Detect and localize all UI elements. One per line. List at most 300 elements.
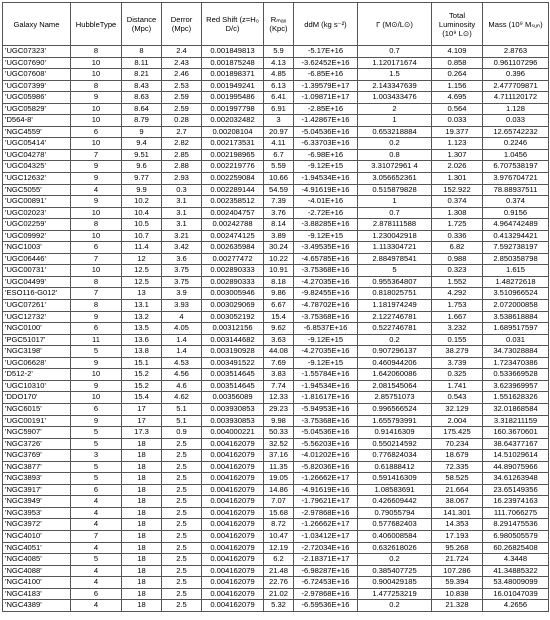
cell-hubble-type: 7 — [71, 149, 122, 161]
cell-ddm: -9.12E+15 — [294, 230, 358, 242]
cell-red-shift: 0.00242788 — [202, 219, 264, 231]
cell-derror: 4.6 — [162, 380, 202, 392]
cell-hubble-type: 8 — [71, 300, 122, 312]
cell-gamma: 0.2 — [358, 600, 432, 612]
cell-rmax: 6.91 — [264, 103, 294, 115]
cell-galaxy-name: 'NGC3953' — [3, 507, 71, 519]
cell-ddm: -9.12E+15 — [294, 161, 358, 173]
cell-hubble-type: 10 — [71, 103, 122, 115]
cell-mass: 0.396 — [483, 69, 549, 81]
cell-galaxy-name: 'UGC00191' — [3, 415, 71, 427]
cell-gamma: 3.31072961 4 — [358, 161, 432, 173]
cell-total-luminosity: 38.067 — [432, 496, 483, 508]
table-row — [3, 115, 549, 127]
cell-rmax: 22.76 — [264, 577, 294, 589]
cell-total-luminosity: 70.234 — [432, 438, 483, 450]
header-mass: Mass (10⁹ Mₛᵤₙ) — [483, 3, 549, 46]
cell-rmax: 14.86 — [264, 484, 294, 496]
cell-gamma: 0.406008584 — [358, 530, 432, 542]
cell-distance: 8.21 — [122, 69, 162, 81]
cell-rmax: 19.05 — [264, 473, 294, 485]
cell-total-luminosity: 1.725 — [432, 219, 483, 231]
cell-gamma: 1.5 — [358, 69, 432, 81]
cell-hubble-type: 6 — [71, 126, 122, 138]
cell-distance: 9.51 — [122, 149, 162, 161]
cell-red-shift: 0.002635984 — [202, 242, 264, 254]
cell-mass: 0.9156 — [483, 207, 549, 219]
cell-galaxy-name: 'NGC6015' — [3, 403, 71, 415]
cell-red-shift: 0.001875248 — [202, 57, 264, 69]
cell-galaxy-name: 'UGC04325' — [3, 161, 71, 173]
cell-red-shift: 0.002219776 — [202, 161, 264, 173]
cell-gamma: 2.122746781 — [358, 311, 432, 323]
cell-rmax: 50.33 — [264, 427, 294, 439]
cell-rmax: 5.32 — [264, 600, 294, 612]
cell-rmax: 20.97 — [264, 126, 294, 138]
cell-rmax: 7.39 — [264, 196, 294, 208]
cell-galaxy-name: 'UGC06628' — [3, 357, 71, 369]
cell-gamma: 0.653218884 — [358, 126, 432, 138]
cell-hubble-type: 4 — [71, 600, 122, 612]
cell-hubble-type: 5 — [71, 346, 122, 358]
cell-mass: 2.477709871 — [483, 80, 549, 92]
cell-distance: 18 — [122, 484, 162, 496]
cell-total-luminosity: 19.377 — [432, 126, 483, 138]
cell-total-luminosity: 141.301 — [432, 507, 483, 519]
cell-gamma: 0.515879828 — [358, 184, 432, 196]
cell-gamma: 0.955364807 — [358, 276, 432, 288]
table-row — [3, 380, 549, 392]
cell-red-shift: 0.003930853 — [202, 415, 264, 427]
header-rmax: Rₘₐₓ (Kpc) — [264, 3, 294, 46]
cell-gamma: 0.2 — [358, 554, 432, 566]
cell-ddm: -2.72E+16 — [294, 207, 358, 219]
cell-ddm: -3.75368E+16 — [294, 415, 358, 427]
cell-derror: 2.7 — [162, 126, 202, 138]
table-row — [3, 369, 549, 381]
table-row — [3, 496, 549, 508]
cell-total-luminosity: 10.838 — [432, 588, 483, 600]
galaxy-data-table — [2, 2, 549, 612]
cell-rmax: 3 — [264, 115, 294, 127]
cell-galaxy-name: 'NGC3198' — [3, 346, 71, 358]
cell-galaxy-name: 'NGC4088' — [3, 565, 71, 577]
table-row — [3, 276, 549, 288]
cell-derror: 2.5 — [162, 519, 202, 531]
cell-distance: 18 — [122, 600, 162, 612]
cell-ddm: -4.65785E+16 — [294, 253, 358, 265]
cell-distance: 15.2 — [122, 380, 162, 392]
cell-ddm: -1.81617E+16 — [294, 392, 358, 404]
cell-mass: 2.072000858 — [483, 300, 549, 312]
cell-red-shift: 0.00312156 — [202, 323, 264, 335]
cell-derror: 4.56 — [162, 369, 202, 381]
cell-hubble-type: 7 — [71, 288, 122, 300]
cell-hubble-type: 7 — [71, 530, 122, 542]
cell-ddm: -6.98E+16 — [294, 149, 358, 161]
table-row — [3, 219, 549, 231]
cell-derror: 2.5 — [162, 473, 202, 485]
cell-ddm: -1.94534E+16 — [294, 173, 358, 185]
cell-mass: 1.615 — [483, 265, 549, 277]
cell-total-luminosity: 0.323 — [432, 265, 483, 277]
table-row — [3, 57, 549, 69]
cell-hubble-type: 8 — [71, 80, 122, 92]
cell-total-luminosity: 2.026 — [432, 161, 483, 173]
cell-distance: 10.2 — [122, 196, 162, 208]
cell-total-luminosity: 58.525 — [432, 473, 483, 485]
cell-derror: 2.85 — [162, 149, 202, 161]
cell-distance: 18 — [122, 588, 162, 600]
cell-rmax: 10.91 — [264, 265, 294, 277]
cell-galaxy-name: 'UGC07399' — [3, 80, 71, 92]
table-body — [3, 46, 549, 612]
cell-rmax: 6.13 — [264, 80, 294, 92]
cell-galaxy-name: 'UGC05414' — [3, 138, 71, 150]
cell-derror: 3.42 — [162, 242, 202, 254]
cell-red-shift: 0.004162079 — [202, 484, 264, 496]
cell-rmax: 3.76 — [264, 207, 294, 219]
table-row — [3, 542, 549, 554]
cell-mass: 160.3670601 — [483, 427, 549, 439]
cell-rmax: 44.08 — [264, 346, 294, 358]
cell-total-luminosity: 1.741 — [432, 380, 483, 392]
cell-galaxy-name: 'UGC12732' — [3, 311, 71, 323]
cell-gamma: 0.460944206 — [358, 357, 432, 369]
cell-distance: 8.63 — [122, 92, 162, 104]
header-gamma: Γ (M⊙/L⊙) — [358, 3, 432, 46]
cell-hubble-type: 10 — [71, 207, 122, 219]
cell-hubble-type: 3 — [71, 450, 122, 462]
cell-mass: 8.291475536 — [483, 519, 549, 531]
cell-rmax: 4.11 — [264, 138, 294, 150]
cell-gamma: 1.655793991 — [358, 415, 432, 427]
cell-red-shift: 0.004162079 — [202, 554, 264, 566]
cell-gamma: 2.884978541 — [358, 253, 432, 265]
cell-gamma: 0.8 — [358, 149, 432, 161]
cell-distance: 15.4 — [122, 392, 162, 404]
cell-galaxy-name: 'D564-8' — [3, 115, 71, 127]
cell-hubble-type: 5 — [71, 438, 122, 450]
cell-distance: 18 — [122, 507, 162, 519]
cell-galaxy-name: 'NGC4010' — [3, 530, 71, 542]
cell-derror: 3.1 — [162, 207, 202, 219]
cell-mass: 0.033 — [483, 115, 549, 127]
cell-total-luminosity: 17.193 — [432, 530, 483, 542]
cell-derror: 3.1 — [162, 219, 202, 231]
cell-rmax: 10.22 — [264, 253, 294, 265]
table-row — [3, 577, 549, 589]
cell-derror: 2.5 — [162, 588, 202, 600]
cell-derror: 2.88 — [162, 161, 202, 173]
cell-ddm: -3.49535E+16 — [294, 242, 358, 254]
cell-total-luminosity: 0.374 — [432, 196, 483, 208]
cell-derror: 2.5 — [162, 507, 202, 519]
header-red-shift: Red Shift (z=H₀ D/c) — [202, 3, 264, 46]
table-row — [3, 530, 549, 542]
cell-red-shift: 0.00277472 — [202, 253, 264, 265]
cell-ddm: -1.39579E+17 — [294, 80, 358, 92]
cell-rmax: 7.69 — [264, 357, 294, 369]
cell-ddm: -4.01202E+16 — [294, 450, 358, 462]
cell-galaxy-name: 'UGC09992' — [3, 230, 71, 242]
cell-distance: 18 — [122, 461, 162, 473]
cell-red-shift: 0.001849813 — [202, 46, 264, 58]
cell-derror: 0.28 — [162, 115, 202, 127]
table-row — [3, 103, 549, 115]
cell-hubble-type: 10 — [71, 115, 122, 127]
cell-galaxy-name: 'UGC02259' — [3, 219, 71, 231]
cell-red-shift: 0.002890333 — [202, 276, 264, 288]
cell-galaxy-name: 'NGC4085' — [3, 554, 71, 566]
cell-distance: 13.1 — [122, 300, 162, 312]
cell-ddm: -5.94953E+16 — [294, 403, 358, 415]
cell-ddm: -6.8537E+16 — [294, 323, 358, 335]
cell-ddm: -1.55784E+16 — [294, 369, 358, 381]
cell-gamma: 0.2 — [358, 334, 432, 346]
table-row — [3, 184, 549, 196]
cell-galaxy-name: 'NGC1003' — [3, 242, 71, 254]
cell-distance: 18 — [122, 554, 162, 566]
cell-derror: 1.4 — [162, 334, 202, 346]
cell-gamma: 0.900429185 — [358, 577, 432, 589]
cell-distance: 13.6 — [122, 334, 162, 346]
cell-gamma: 1.477253219 — [358, 588, 432, 600]
cell-ddm: -6.59536E+16 — [294, 600, 358, 612]
cell-derror: 2.5 — [162, 438, 202, 450]
cell-total-luminosity: 3.232 — [432, 323, 483, 335]
cell-hubble-type: 9 — [71, 380, 122, 392]
cell-red-shift: 0.004162079 — [202, 496, 264, 508]
cell-derror: 2.5 — [162, 554, 202, 566]
cell-gamma: 0.61888412 — [358, 461, 432, 473]
cell-derror: 5.1 — [162, 415, 202, 427]
cell-ddm: -5.82036E+16 — [294, 461, 358, 473]
cell-gamma: 0.550214592 — [358, 438, 432, 450]
cell-mass: 32.01868584 — [483, 403, 549, 415]
cell-hubble-type: 9 — [71, 415, 122, 427]
cell-galaxy-name: 'NGC3877' — [3, 461, 71, 473]
cell-rmax: 6.7 — [264, 149, 294, 161]
cell-mass: 38.64377167 — [483, 438, 549, 450]
cell-galaxy-name: 'UGC05829' — [3, 103, 71, 115]
cell-hubble-type: 5 — [71, 554, 122, 566]
cell-red-shift: 0.002474125 — [202, 230, 264, 242]
cell-red-shift: 0.004162079 — [202, 530, 264, 542]
cell-total-luminosity: 0.564 — [432, 103, 483, 115]
cell-derror: 2.59 — [162, 92, 202, 104]
cell-total-luminosity: 1.308 — [432, 207, 483, 219]
cell-red-shift: 0.004000221 — [202, 427, 264, 439]
cell-galaxy-name: 'NGC5055' — [3, 184, 71, 196]
cell-derror: 4.62 — [162, 392, 202, 404]
cell-rmax: 12.33 — [264, 392, 294, 404]
cell-total-luminosity: 0.264 — [432, 69, 483, 81]
cell-gamma: 3.056652361 — [358, 173, 432, 185]
cell-rmax: 3.63 — [264, 334, 294, 346]
cell-rmax: 7.07 — [264, 496, 294, 508]
cell-rmax: 15.68 — [264, 507, 294, 519]
cell-distance: 11.4 — [122, 242, 162, 254]
cell-galaxy-name: 'UGC00731' — [3, 265, 71, 277]
galaxy-table-container — [2, 2, 549, 612]
cell-hubble-type: 10 — [71, 230, 122, 242]
cell-mass: 0.374 — [483, 196, 549, 208]
cell-derror: 2.5 — [162, 542, 202, 554]
cell-derror: 3.93 — [162, 300, 202, 312]
table-row — [3, 357, 549, 369]
cell-galaxy-name: 'UGC12632' — [3, 173, 71, 185]
cell-distance: 8.11 — [122, 57, 162, 69]
cell-distance: 12.5 — [122, 265, 162, 277]
cell-distance: 10.7 — [122, 230, 162, 242]
table-row — [3, 403, 549, 415]
cell-total-luminosity: 2.004 — [432, 415, 483, 427]
table-row — [3, 69, 549, 81]
header-total-luminosity: Total Luminosity (10⁹ L⊙) — [432, 3, 483, 46]
cell-galaxy-name: 'UGC04499' — [3, 276, 71, 288]
cell-ddm: -9.12E+15 — [294, 357, 358, 369]
cell-gamma: 2.85751073 — [358, 392, 432, 404]
cell-red-shift: 0.002358512 — [202, 196, 264, 208]
cell-derror: 2.5 — [162, 565, 202, 577]
cell-distance: 18 — [122, 565, 162, 577]
table-row — [3, 173, 549, 185]
cell-rmax: 21.02 — [264, 588, 294, 600]
cell-distance: 17 — [122, 415, 162, 427]
cell-red-shift: 0.003052192 — [202, 311, 264, 323]
cell-mass: 0.533669528 — [483, 369, 549, 381]
cell-mass: 16.23974163 — [483, 496, 549, 508]
cell-galaxy-name: 'NGC3972' — [3, 519, 71, 531]
cell-derror: 2.43 — [162, 57, 202, 69]
cell-derror: 2.5 — [162, 530, 202, 542]
cell-mass: 4.2656 — [483, 600, 549, 612]
cell-galaxy-name: 'ESO116-G012' — [3, 288, 71, 300]
cell-hubble-type: 10 — [71, 369, 122, 381]
cell-hubble-type: 8 — [71, 46, 122, 58]
cell-distance: 9.6 — [122, 161, 162, 173]
cell-gamma: 0.776824034 — [358, 450, 432, 462]
cell-red-shift: 0.003144682 — [202, 334, 264, 346]
cell-hubble-type: 6 — [71, 242, 122, 254]
cell-rmax: 8.18 — [264, 276, 294, 288]
header-distance: Distance (Mpc) — [122, 3, 162, 46]
cell-rmax: 15.4 — [264, 311, 294, 323]
cell-total-luminosity: 1.123 — [432, 138, 483, 150]
cell-distance: 18 — [122, 496, 162, 508]
cell-derror: 0.9 — [162, 427, 202, 439]
cell-ddm: -5.04536E+16 — [294, 126, 358, 138]
cell-derror: 3.6 — [162, 253, 202, 265]
table-row — [3, 507, 549, 519]
cell-rmax: 3.83 — [264, 369, 294, 381]
cell-galaxy-name: 'NGC4051' — [3, 542, 71, 554]
cell-total-luminosity: 14.353 — [432, 519, 483, 531]
cell-ddm: -6.98287E+16 — [294, 565, 358, 577]
cell-galaxy-name: 'NGC3726' — [3, 438, 71, 450]
cell-distance: 8.64 — [122, 103, 162, 115]
cell-rmax: 54.59 — [264, 184, 294, 196]
cell-total-luminosity: 21.328 — [432, 600, 483, 612]
cell-rmax: 4.85 — [264, 69, 294, 81]
cell-distance: 13.2 — [122, 311, 162, 323]
cell-derror: 1.4 — [162, 346, 202, 358]
cell-total-luminosity: 4.109 — [432, 46, 483, 58]
cell-galaxy-name: 'UGC00891' — [3, 196, 71, 208]
cell-ddm: -2.97868E+16 — [294, 507, 358, 519]
cell-galaxy-name: 'NGC0100' — [3, 323, 71, 335]
cell-total-luminosity: 0.858 — [432, 57, 483, 69]
cell-mass: 12.65742232 — [483, 126, 549, 138]
cell-total-luminosity: 1.301 — [432, 173, 483, 185]
cell-hubble-type: 10 — [71, 265, 122, 277]
cell-ddm: -9.82455E+16 — [294, 288, 358, 300]
cell-hubble-type: 9 — [71, 196, 122, 208]
cell-hubble-type: 9 — [71, 161, 122, 173]
cell-total-luminosity: 0.033 — [432, 115, 483, 127]
cell-distance: 18 — [122, 577, 162, 589]
cell-red-shift: 0.003029069 — [202, 300, 264, 312]
cell-total-luminosity: 1.156 — [432, 80, 483, 92]
cell-hubble-type: 10 — [71, 392, 122, 404]
table-row — [3, 230, 549, 242]
cell-mass: 4.964742489 — [483, 219, 549, 231]
cell-hubble-type: 5 — [71, 427, 122, 439]
cell-red-shift: 0.003491522 — [202, 357, 264, 369]
cell-ddm: -1.26662E+17 — [294, 473, 358, 485]
cell-gamma: 1.230042918 — [358, 230, 432, 242]
cell-gamma: 1.113304721 — [358, 242, 432, 254]
cell-red-shift: 0.003005946 — [202, 288, 264, 300]
cell-derror: 3.1 — [162, 196, 202, 208]
cell-galaxy-name: 'NGC3949' — [3, 496, 71, 508]
table-row — [3, 80, 549, 92]
cell-ddm: -1.42867E+16 — [294, 115, 358, 127]
cell-ddm: -4.78702E+16 — [294, 300, 358, 312]
cell-mass: 6.980505579 — [483, 530, 549, 542]
cell-gamma: 2.878111588 — [358, 219, 432, 231]
cell-ddm: -9.12E+15 — [294, 334, 358, 346]
cell-distance: 10.4 — [122, 207, 162, 219]
cell-hubble-type: 8 — [71, 276, 122, 288]
cell-ddm: -5.04536E+16 — [294, 427, 358, 439]
cell-ddm: -1.26662E+17 — [294, 519, 358, 531]
table-row — [3, 554, 549, 566]
cell-galaxy-name: 'UGC05986' — [3, 92, 71, 104]
cell-derror: 4.05 — [162, 323, 202, 335]
cell-gamma: 0.577682403 — [358, 519, 432, 531]
cell-galaxy-name: 'UGC10310' — [3, 380, 71, 392]
cell-distance: 9.77 — [122, 173, 162, 185]
cell-rmax: 29.23 — [264, 403, 294, 415]
cell-red-shift: 0.002032482 — [202, 115, 264, 127]
cell-mass: 3.510966524 — [483, 288, 549, 300]
cell-derror: 2.82 — [162, 138, 202, 150]
table-row — [3, 149, 549, 161]
cell-galaxy-name: 'NGC4183' — [3, 588, 71, 600]
cell-red-shift: 0.004162079 — [202, 438, 264, 450]
cell-ddm: -6.85E+16 — [294, 69, 358, 81]
cell-derror: 2.5 — [162, 496, 202, 508]
cell-red-shift: 0.002198965 — [202, 149, 264, 161]
cell-gamma: 0.522746781 — [358, 323, 432, 335]
cell-total-luminosity: 152.922 — [432, 184, 483, 196]
cell-rmax: 5.59 — [264, 161, 294, 173]
cell-galaxy-name: 'UGC07608' — [3, 69, 71, 81]
cell-distance: 18 — [122, 542, 162, 554]
cell-distance: 9.4 — [122, 138, 162, 150]
